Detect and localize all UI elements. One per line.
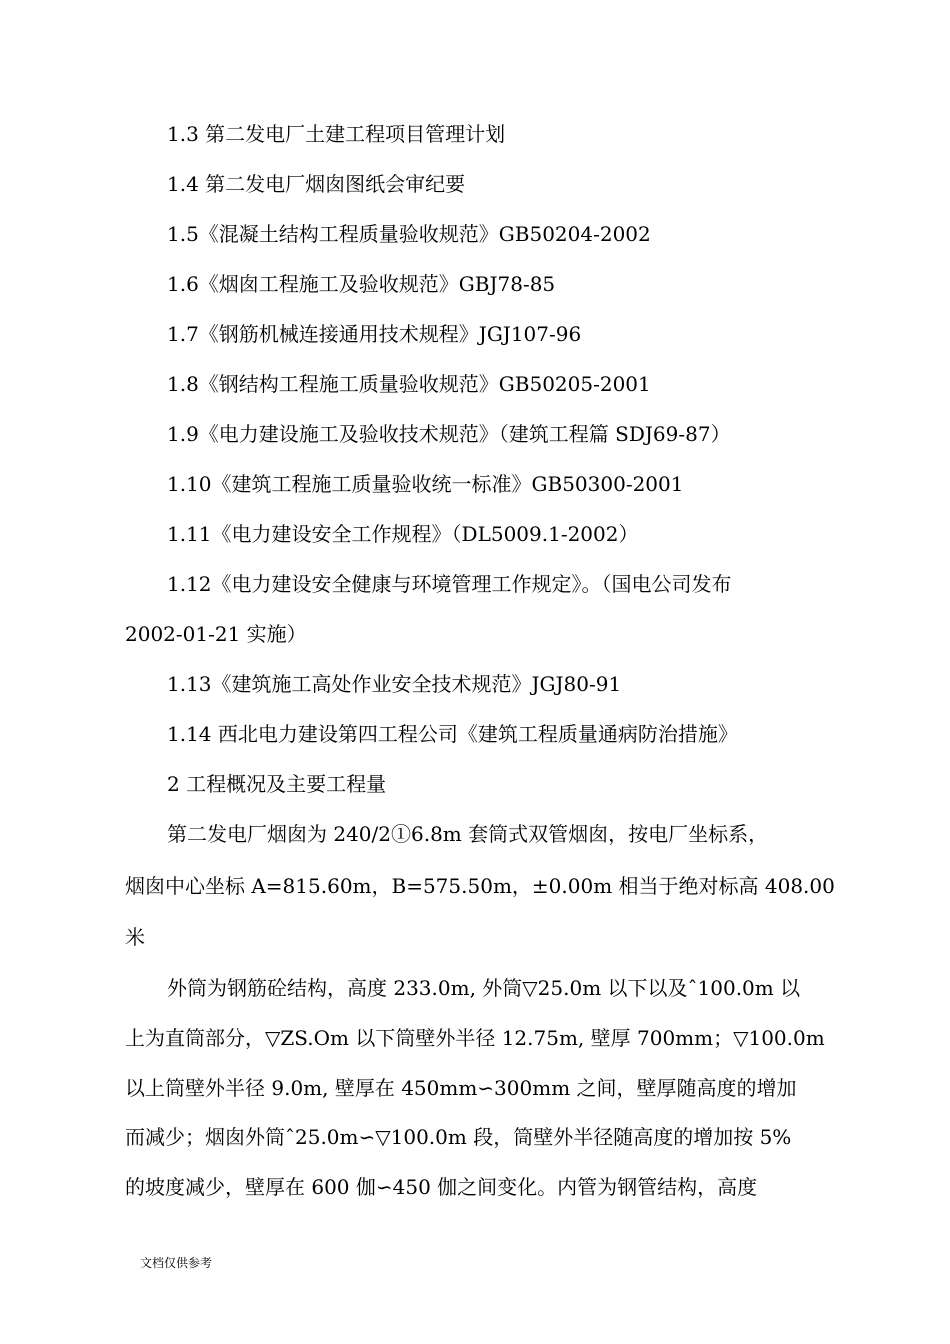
reference-item-1-5: 1.5《混凝土结构工程质量验收规范》GB50204-2002: [167, 222, 651, 246]
reference-item-1-6: 1.6《烟囱工程施工及验收规范》GBJ78-85: [167, 272, 556, 296]
paragraph-line: 外筒为钢筋砼结构，高度 233.0m, 外筒▽25.0m 以下以及ˆ100.0m 以: [167, 976, 801, 1000]
reference-item-1-12: 1.12《电力建设安全健康与环境管理工作规定》。（国电公司发布: [167, 572, 732, 596]
reference-item-1-13: 1.13《建筑施工高处作业安全技术规范》JGJ80-91: [167, 672, 622, 696]
paragraph-line: 米: [125, 925, 145, 949]
reference-item-1-10: 1.10《建筑工程施工质量验收统一标准》GB50300-2001: [167, 472, 684, 496]
reference-item-1-4: 1.4 第二发电厂烟囱图纸会审纪要: [167, 172, 466, 196]
paragraph-line: 上为直筒部分，▽ZS.Om 以下筒壁外半径 12.75m, 壁厚 700mm；▽100.0m: [125, 1026, 825, 1050]
footer-note: 文档仅供参考: [140, 1256, 213, 1270]
paragraph-line: 以上筒壁外半径 9.0m, 壁厚在 450mm∽300mm 之间，壁厚随高度的增加: [125, 1076, 797, 1100]
reference-item-1-7: 1.7《钢筋机械连接通用技术规程》JGJ107-96: [167, 322, 582, 346]
paragraph-line: 烟囱中心坐标 A=815.60m，B=575.50m，±0.00m 相当于绝对标高 408.00: [125, 874, 835, 898]
paragraph-line: 的坡度减少，壁厚在 600 伽∽450 伽之间变化。内管为钢管结构，高度: [125, 1175, 758, 1199]
paragraph-line: 第二发电厂烟囱为 240/2①6.8m 套筒式双管烟囱，按电厂坐标系，: [167, 822, 769, 846]
reference-item-1-12-continued: 2002-01-21 实施）: [125, 622, 307, 646]
paragraph-line: 而减少；烟囱外筒ˆ25.0m∽▽100.0m 段，筒壁外半径随高度的增加按 5%: [125, 1125, 792, 1149]
reference-item-1-14: 1.14 西北电力建设第四工程公司《建筑工程质量通病防治措施》: [167, 722, 738, 746]
reference-item-1-11: 1.11《电力建设安全工作规程》（DL5009.1-2002）: [167, 522, 639, 546]
reference-item-1-8: 1.8《钢结构工程施工质量验收规范》GB50205-2001: [167, 372, 651, 396]
reference-item-1-3: 1.3 第二发电厂土建工程项目管理计划: [167, 122, 506, 146]
reference-item-1-9: 1.9《电力建设施工及验收技术规范》（建筑工程篇 SDJ69-87）: [167, 422, 731, 446]
section-heading-2: 2 工程概况及主要工程量: [167, 772, 387, 796]
